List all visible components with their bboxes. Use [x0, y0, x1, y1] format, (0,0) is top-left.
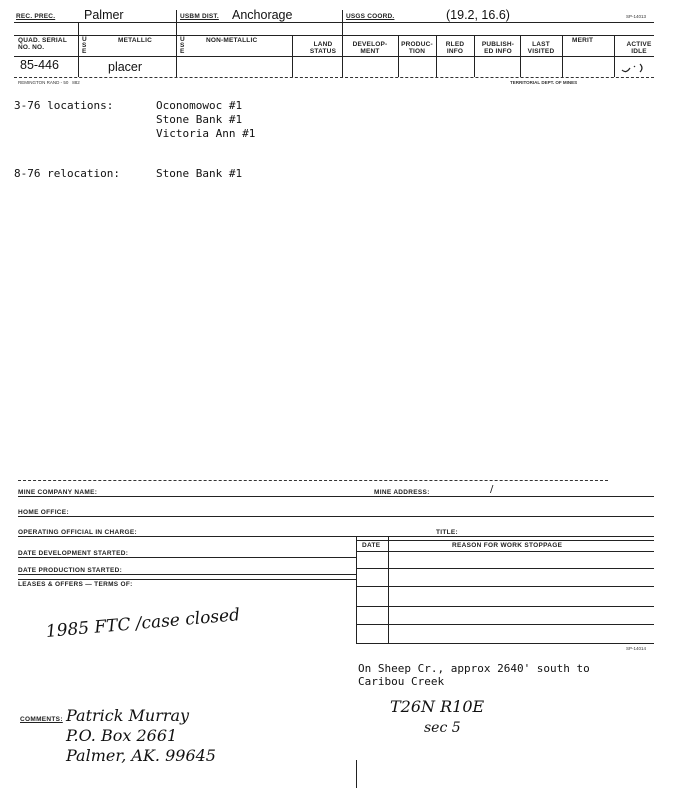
metallic-value: placer	[108, 60, 143, 74]
leases-label: LEASES & OFFERS — TERMS OF:	[18, 581, 133, 588]
section-handwritten: sec 5	[424, 720, 461, 736]
form-number: SP-14013	[626, 14, 647, 19]
serial-number-value: 85-446	[20, 58, 59, 72]
comments-handwritten	[66, 706, 216, 766]
mine-address-label: MINE ADDRESS:	[374, 489, 430, 496]
non-metallic-label: NON-METALLIC	[206, 37, 258, 44]
home-office-label: HOME OFFICE:	[18, 509, 69, 516]
usbm-dist-label: USBM DIST.	[180, 13, 219, 20]
usbm-dist-value: Anchorage	[232, 8, 293, 22]
comments-label: COMMENTS:	[20, 716, 63, 723]
published-info-label: PUBLISH- ED INFO	[481, 41, 515, 55]
use-label-metallic: U S E	[82, 36, 87, 55]
date-production-label: DATE PRODUCTION STARTED:	[18, 567, 123, 574]
relocation-label: 8-76 relocation:	[14, 167, 120, 180]
location-item: Stone Bank #1	[156, 113, 243, 126]
usgs-coord-label: USGS COORD.	[346, 13, 395, 20]
printer-note: REMINGTON RAND - 50 882	[18, 80, 80, 85]
merit-label: MERIT	[572, 37, 594, 44]
mine-address-value: /	[490, 484, 494, 495]
form-number-2: SP-14014	[626, 646, 647, 651]
date-development-label: DATE DEVELOPMENT STARTED:	[18, 550, 129, 557]
location-note: On Sheep Cr., approx 2640' south to Caribou Creek	[358, 662, 590, 688]
relocation-value: Stone Bank #1	[156, 167, 243, 180]
comment-line: Palmer, AK. 99645	[66, 746, 216, 765]
reason-column-label: REASON FOR WORK STOPPAGE	[452, 542, 563, 549]
location-item: Oconomowoc #1	[156, 99, 243, 112]
rec-prec-label: REC. PREC.	[16, 13, 56, 20]
land-status-label: LAND STATUS	[309, 41, 337, 55]
metallic-label: METALLIC	[118, 37, 152, 44]
mine-company-label: MINE COMPANY NAME:	[18, 489, 98, 496]
location-item: Victoria Ann #1	[156, 127, 256, 140]
comment-line: Patrick Murray	[66, 706, 190, 725]
date-column-label: DATE	[362, 542, 381, 549]
quad-serial-label: QUAD. SERIAL NO. NO.	[18, 37, 67, 51]
rec-prec-value: Palmer	[84, 8, 124, 22]
department-label: TERRITORIAL DEPT. OF MINES	[510, 80, 578, 85]
usgs-coord-value: (19.2, 16.6)	[446, 8, 510, 22]
operating-official-label: OPERATING OFFICIAL IN CHARGE:	[18, 529, 137, 536]
comment-line: P.O. Box 2661	[66, 726, 178, 745]
active-idle-label: ACTIVE IDLE	[626, 41, 652, 55]
use-label-nonmetallic: U S E	[180, 36, 185, 55]
production-label: PRODUC- TION	[401, 41, 433, 55]
locations-list	[156, 99, 255, 141]
rled-info-label: RLED INFO	[445, 41, 465, 55]
locations-label: 3-76 locations:	[14, 99, 114, 112]
last-visited-label: LAST VISITED	[527, 41, 555, 55]
leases-handwritten: 1985 FTC /case closed	[45, 605, 241, 642]
township-handwritten: T26N R10E	[390, 697, 485, 716]
development-label: DEVELOP- MENT	[352, 41, 388, 55]
active-idle-mark	[614, 58, 652, 76]
title-label: TITLE:	[436, 529, 459, 536]
